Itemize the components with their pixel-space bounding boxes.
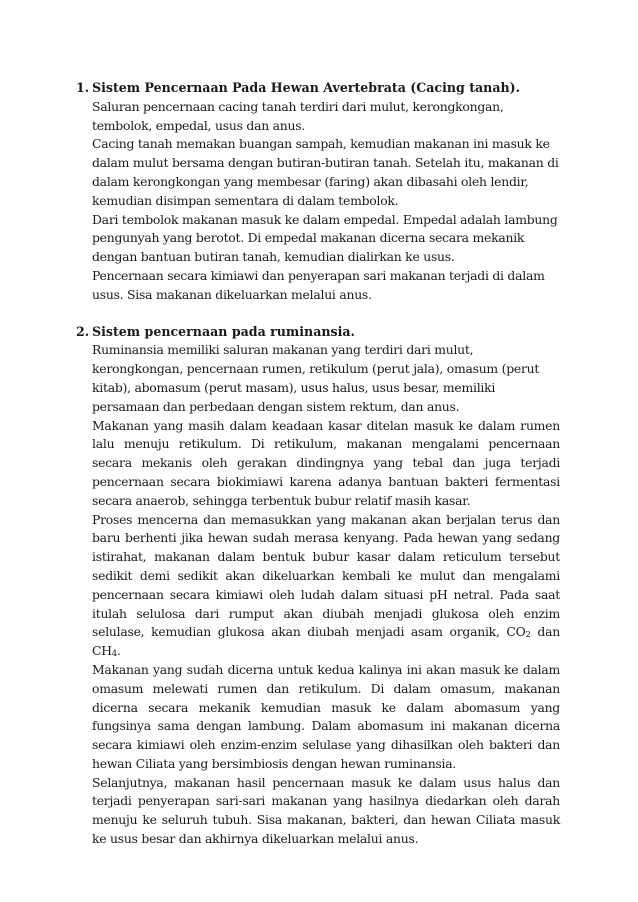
paragraph: Selanjutnya, makanan hasil pencernaan masuk ke dalam usus halus dan terjadi penyerapan sari-sari makanan yang hasilnya diedarkan oleh darah menuju ke seluruh tubuh. Sisa makanan, bakteri, dan hewan Ciliata masuk ke usus besar dan akhirnya dikeluarkan melalui anus. xyxy=(92,774,560,847)
paragraph: Dari tembolok makanan masuk ke dalam empedal. Empedal adalah lambung pengunyah yang berotot. Di empedal makanan dicerna secara mekanik dengan bantuan butiran tanah, kemudian dialirkan ke usus. xyxy=(92,211,558,265)
paragraph: Cacing tanah memakan buangan sampah, kemudian makanan ini masuk ke dalam mulut bersama dengan butiran-butiran tanah. Setelah itu, makanan di dalam kerongkongan yang membesar (faring) akan dibasahi oleh lendir, kemudian disimpan sementara di dalam tembolok. xyxy=(92,136,559,208)
paragraph: Makanan yang masih dalam keadaan kasar ditelan masuk ke dalam rumen lalu menuju retikulum. Di retikulum, makanan mengalami pencernaan secara mekanis oleh gerakan dindingnya yang tebal dan juga terjadi pencernaan secara biokimiawi karena adanya bantuan bakteri fermentasi secara anaerob, sehingga terbentuk bubur relatif masih kasar. xyxy=(92,417,560,508)
section-title: Sistem Pencernaan Pada Hewan Avertebrata (Cacing tanah). xyxy=(92,80,520,95)
subscript: 4 xyxy=(111,649,117,660)
section-number: 2. xyxy=(76,323,90,339)
paragraph-text: Proses mencerna dan memasukkan yang makanan akan berjalan terus dan baru berhenti jika hewan sudah merasa kenyang. Pada hewan yang sedang istirahat, makanan dalam bentuk bubur kasar dalam reticulum tersebut sedikit demi sedikit akan dikeluarkan kembali ke mulut dan mengalami pencernaan secara kimiawi oleh ludah dalam situasi pH netral. Pada saat itulah selulosa dari rumput akan diubah menjadi glukosa oleh enzim selulase, kemudian glukosa akan diubah menjadi asam organik, CO xyxy=(92,511,560,640)
paragraph: Ruminansia memiliki saluran makanan yang terdiri dari mulut, kerongkongan, pencernaan rumen, retikulum (perut jala), omasum (perut kitab), abomasum (perut masam), usus halus, usus besar, memiliki persamaan dan perbedaan dengan sistem rektum, dan anus. xyxy=(92,342,540,414)
subscript: 2 xyxy=(525,630,531,641)
section-1 xyxy=(76,79,560,305)
paragraph-text: . xyxy=(116,643,121,659)
section-2 xyxy=(76,323,560,849)
paragraph-text: dan CH xyxy=(92,624,560,659)
section-title: Sistem pencernaan pada ruminansia. xyxy=(92,323,355,339)
paragraph: Saluran pencernaan cacing tanah terdiri dari mulut, kerongkongan, tembolok, empedal, usus dan anus. xyxy=(92,98,504,133)
paragraph-proses xyxy=(92,511,560,661)
paragraph: Pencernaan secara kimiawi dan penyerapan sari makanan terjadi di dalam usus. Sisa makanan dikeluarkan melalui anus. xyxy=(92,267,545,302)
numbered-list xyxy=(76,79,560,849)
section-number: 1. xyxy=(76,80,90,95)
paragraph: Makanan yang sudah dicerna untuk kedua kalinya ini akan masuk ke dalam omasum melewati rumen dan retikulum. Di dalam omasum, makanan dicerna secara mekanik kemudian masuk ke dalam abomasum yang fungsinya sama dengan lambung. Dalam abomasum ini makanan dicerna secara kimiawi oleh enzim-enzim selulase yang dihasilkan oleh bakteri dan hewan Ciliata yang bersimbiosis dengan hewan ruminansia. xyxy=(92,661,560,771)
